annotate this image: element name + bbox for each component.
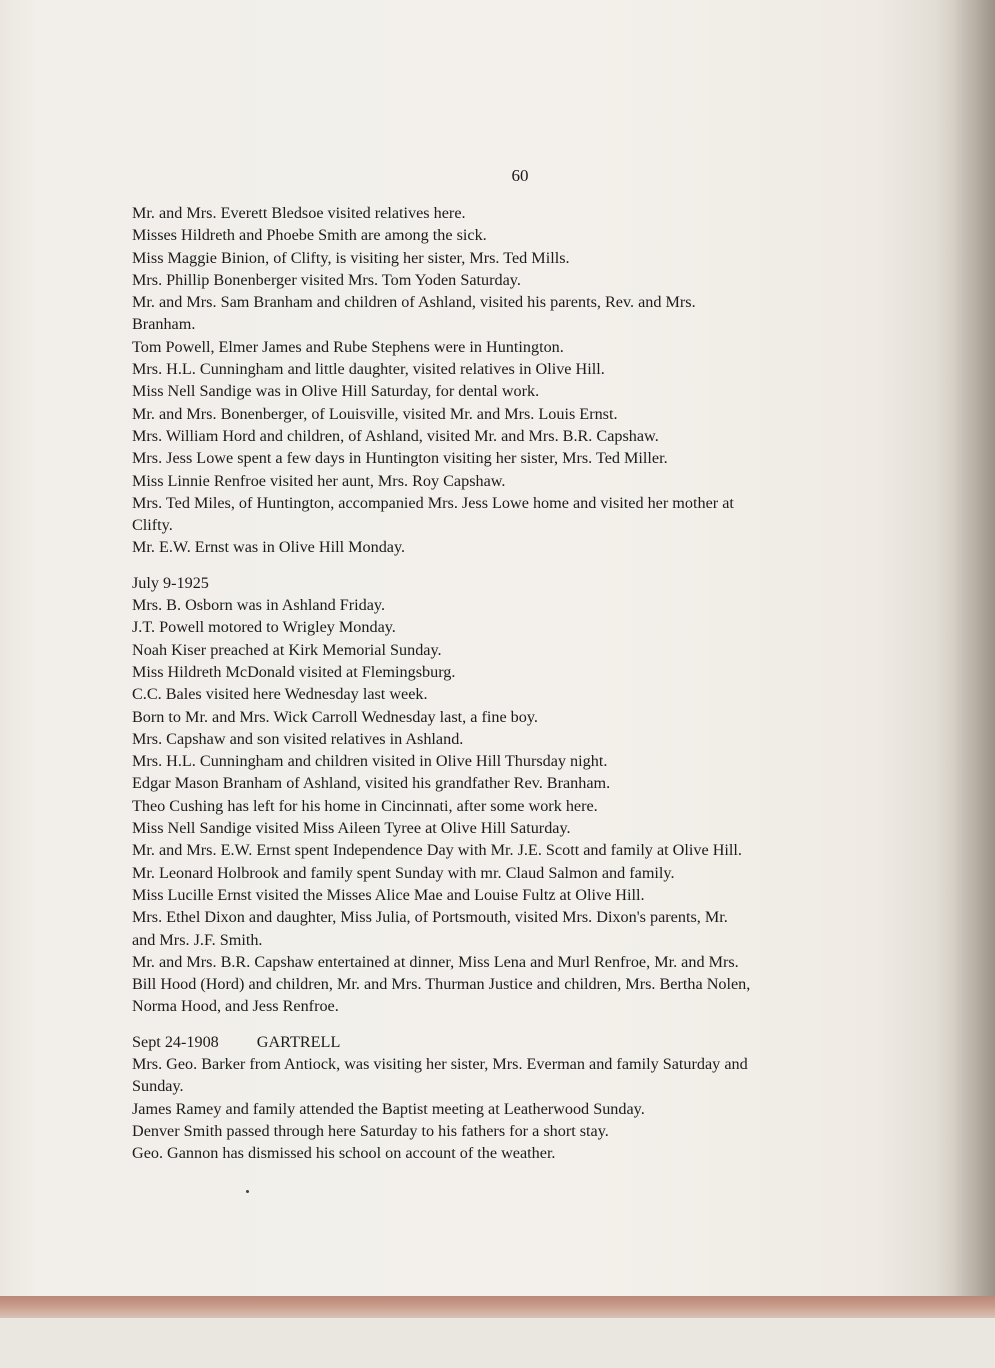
news-section-1 bbox=[132, 202, 902, 559]
section-3-heading bbox=[132, 1031, 902, 1053]
news-item: Mrs. H.L. Cunningham and children visited in Olive Hill Thursday night. bbox=[132, 752, 608, 771]
news-item: Mr. and Mrs. Everett Bledsoe visited relatives here. bbox=[132, 204, 466, 222]
news-item: Branham. bbox=[132, 315, 196, 334]
news-item: Mrs. Ted Miles, of Huntington, accompanied Mrs. Jess Lowe home and visited her mother at bbox=[132, 493, 734, 512]
news-item: Noah Kiser preached at Kirk Memorial Sunday. bbox=[132, 640, 442, 659]
news-item: Miss Maggie Binion, of Clifty, is visiting her sister, Mrs. Ted Mills. bbox=[132, 248, 570, 267]
ink-dot bbox=[246, 1190, 249, 1193]
news-item: Mrs. Capshaw and son visited relatives in Ashland. bbox=[132, 729, 464, 748]
news-item: Mr. and Mrs. Sam Branham and children of Ashland, visited his parents, Rev. and Mrs. bbox=[132, 293, 696, 312]
section-2-date: July 9-1925 bbox=[132, 573, 209, 592]
news-item: Clifty. bbox=[132, 516, 173, 535]
section-3-place: GARTRELL bbox=[256, 1032, 341, 1051]
news-item: Geo. Gannon has dismissed his school on account of the weather. bbox=[132, 1144, 556, 1163]
news-item: and Mrs. J.F. Smith. bbox=[132, 930, 263, 949]
news-item: Bill Hood (Hord) and children, Mr. and Mrs. Thurman Justice and children, Mrs. Bertha Nolen, bbox=[132, 975, 751, 994]
news-item: Born to Mr. and Mrs. Wick Carroll Wednesday last, a fine boy. bbox=[132, 707, 538, 726]
news-item: Mr. Leonard Holbrook and family spent Sunday with mr. Claud Salmon and family. bbox=[132, 863, 675, 882]
news-item: Mrs. Jess Lowe spent a few days in Huntington visiting her sister, Mrs. Ted Miller. bbox=[132, 449, 668, 468]
news-item: Mrs. B. Osborn was in Ashland Friday. bbox=[132, 596, 385, 615]
news-item: Miss Nell Sandige was in Olive Hill Saturday, for dental work. bbox=[132, 382, 540, 401]
news-item: Tom Powell, Elmer James and Rube Stephens were in Huntington. bbox=[132, 337, 564, 356]
news-item: Miss Linnie Renfroe visited her aunt, Mrs. Roy Capshaw. bbox=[132, 471, 506, 490]
background-surface bbox=[0, 1318, 995, 1368]
news-item: Miss Lucille Ernst visited the Misses Alice Mae and Louise Fultz at Olive Hill. bbox=[132, 885, 645, 904]
news-item: J.T. Powell motored to Wrigley Monday. bbox=[132, 618, 396, 637]
news-item: Denver Smith passed through here Saturday to his fathers for a short stay. bbox=[132, 1121, 609, 1140]
news-item: Norma Hood, and Jess Renfroe. bbox=[132, 997, 339, 1016]
page-binding-shadow bbox=[953, 0, 995, 1298]
news-item: Mr. and Mrs. B.R. Capshaw entertained at dinner, Miss Lena and Murl Renfroe, Mr. and Mrs. bbox=[132, 952, 739, 971]
news-item: Mrs. William Hord and children, of Ashland, visited Mr. and Mrs. B.R. Capshaw. bbox=[132, 426, 659, 445]
news-item: Mrs. Phillip Bonenberger visited Mrs. Tom Yoden Saturday. bbox=[132, 270, 521, 289]
page-bottom-edge bbox=[0, 1296, 995, 1318]
news-item: James Ramey and family attended the Baptist meeting at Leatherwood Sunday. bbox=[132, 1099, 645, 1118]
page-content bbox=[132, 202, 902, 1164]
news-item: Mrs. Geo. Barker from Antiock, was visiting her sister, Mrs. Everman and family Saturday and bbox=[132, 1054, 748, 1073]
news-section-2 bbox=[132, 594, 902, 1018]
news-item: Mr. E.W. Ernst was in Olive Hill Monday. bbox=[132, 538, 406, 557]
news-item: Sunday. bbox=[132, 1077, 184, 1096]
news-section-3 bbox=[132, 1053, 902, 1164]
page-number: 60 bbox=[511, 166, 529, 185]
news-item: Mrs. Ethel Dixon and daughter, Miss Julia, of Portsmouth, visited Mrs. Dixon's parents, Mr. bbox=[132, 908, 728, 927]
news-item: Misses Hildreth and Phoebe Smith are among the sick. bbox=[132, 226, 487, 245]
news-item: Miss Hildreth McDonald visited at Flemingsburg. bbox=[132, 662, 456, 681]
news-item: Miss Nell Sandige visited Miss Aileen Tyree at Olive Hill Saturday. bbox=[132, 819, 571, 838]
news-item: Mr. and Mrs. E.W. Ernst spent Independence Day with Mr. J.E. Scott and family at Olive Hill. bbox=[132, 841, 742, 860]
news-item: Mrs. H.L. Cunningham and little daughter, visited relatives in Olive Hill. bbox=[132, 360, 605, 379]
news-item: Theo Cushing has left for his home in Cincinnati, after some work here. bbox=[132, 796, 598, 815]
news-item: C.C. Bales visited here Wednesday last week. bbox=[132, 685, 428, 704]
news-item: Mr. and Mrs. Bonenberger, of Louisville, visited Mr. and Mrs. Louis Ernst. bbox=[132, 404, 618, 423]
section-3-date: Sept 24-1908 bbox=[132, 1032, 219, 1051]
news-item: Edgar Mason Branham of Ashland, visited his grandfather Rev. Branham. bbox=[132, 774, 611, 793]
